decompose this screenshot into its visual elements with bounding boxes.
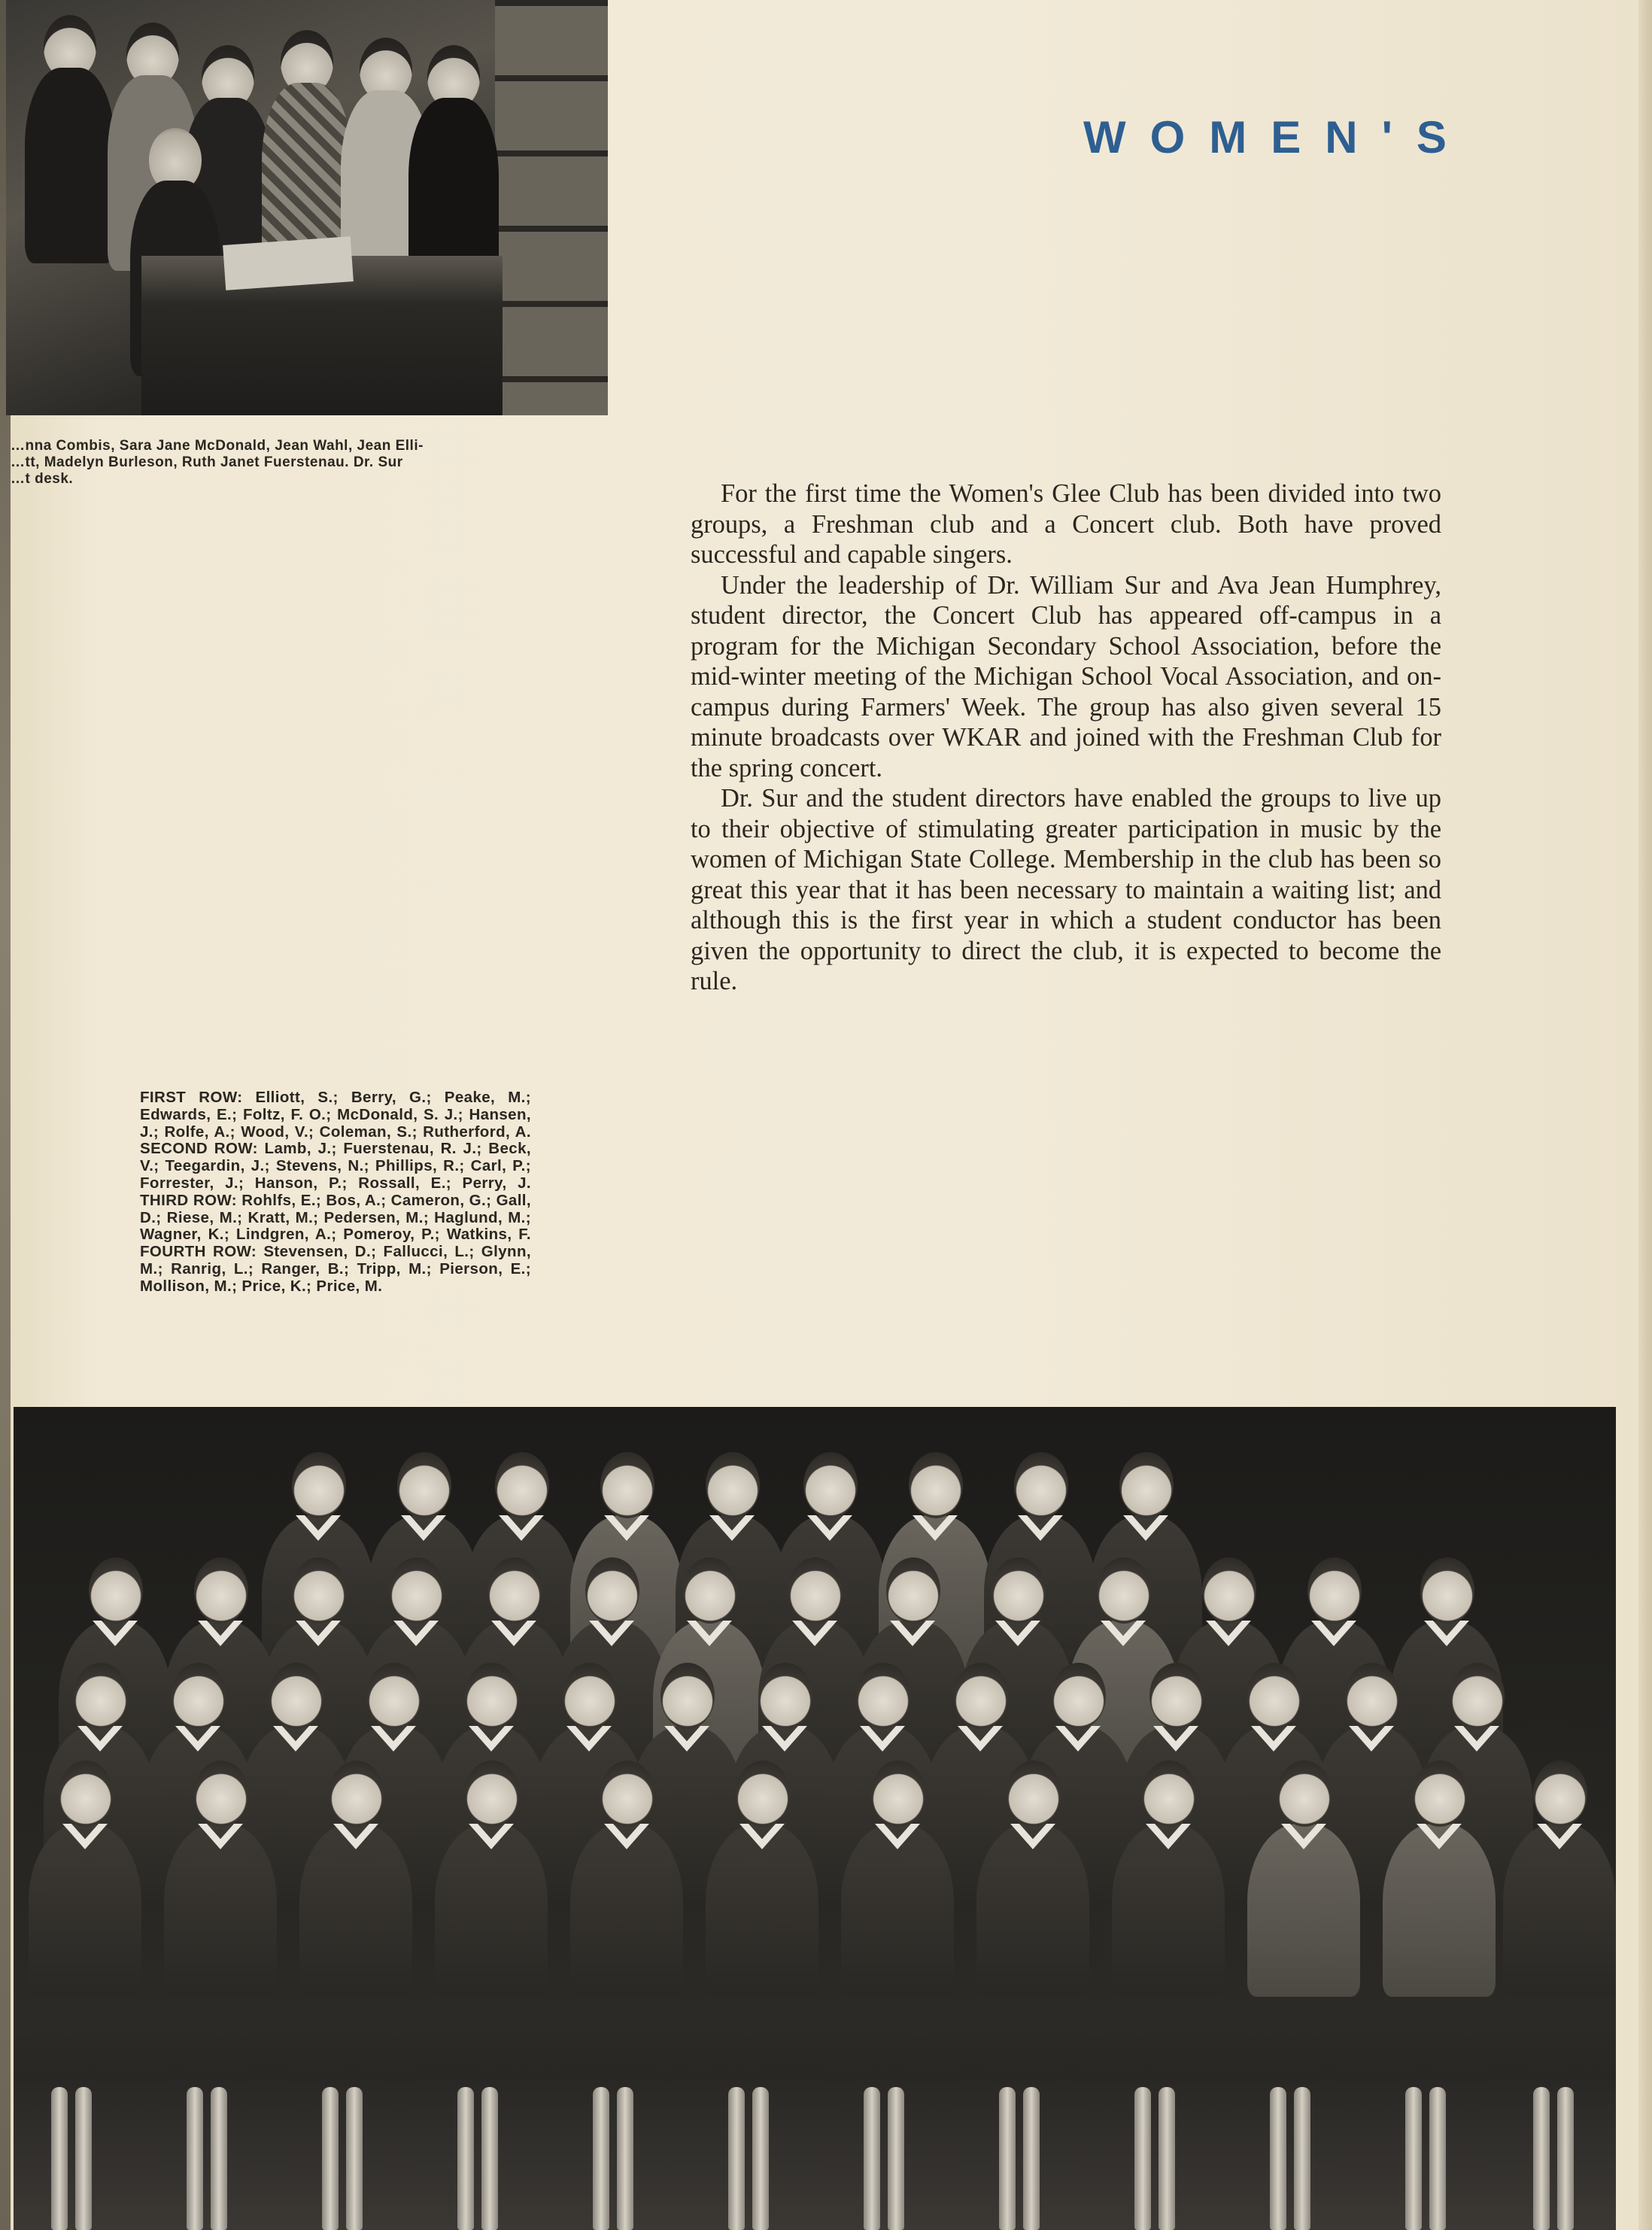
group-photo-floor bbox=[14, 2080, 1616, 2230]
group-photo-roster-caption: FIRST ROW: Elliott, S.; Berry, G.; Peake, M.; Edwards, E.; Foltz, F. O.; McDonald, S. J.; Hansen, J.; Rolfe, A.; Wood, V.; Coleman, S.; Rutherford, A. SECOND ROW: Lamb, J.; Fuerstenau, R. J.; Beck, V.; Teegardin, J.; Stevens, N.; Phillips, R.; Carl, P.; Forrester, J.; Hanson, P.; Rossall, E.; Perry, J. THIRD ROW: Rohlfs, E.; Bos, A.; Cameron, G.; Gall, D.; Riese, M.; Kratt, M.; Pedersen, M.; Haglund, M.; Wagner, K.; Lindgren, A.; Pomeroy, P.; Watkins, F. FOURTH ROW: Stevensen, D.; Fallucci, L.; Glynn, M.; Ranrig, L.; Ranger, B.; Tripp, M.; Pierson, E.; Mollison, M.; Price, K.; Price, M. bbox=[140, 1089, 531, 1295]
body-paragraph: Dr. Sur and the student directors have enabled the groups to live up to their objective of stimulating greater participation in music by the women of Michigan State College. Membership in the club has been so great this year that it has been necessary to maintain a waiting list; and although this is the first year in which a student conductor has been given the opportunity to direct the club, it is expected to become the rule. bbox=[691, 784, 1441, 995]
group-photo-legs bbox=[585, 2080, 641, 2230]
group-photo-member bbox=[570, 1761, 683, 1986]
group-photo-legs bbox=[856, 2080, 912, 2230]
group-photo-legs bbox=[721, 2080, 776, 2230]
group-photo-legs bbox=[179, 2080, 235, 2230]
top-photo-desk-scene bbox=[6, 0, 608, 415]
group-photo-member bbox=[435, 1761, 548, 1986]
group-photo-member bbox=[164, 1761, 277, 1986]
bookshelf bbox=[495, 0, 608, 415]
body-paragraph: For the first time the Women's Glee Club has been divided into two groups, a Freshman club and a Concert club. Both have proved successful and capable singers. bbox=[691, 479, 1441, 569]
desk-papers bbox=[223, 236, 354, 290]
group-photo-legs bbox=[1127, 2080, 1183, 2230]
group-photo-member bbox=[1383, 1761, 1496, 1986]
caption-line: …tt, Madelyn Burleson, Ruth Janet Fuerstenau. Dr. Sur bbox=[11, 454, 403, 470]
group-photo-member bbox=[706, 1761, 818, 1986]
group-photo-legs bbox=[1398, 2080, 1453, 2230]
article-body bbox=[691, 479, 1441, 997]
group-photo-member bbox=[1503, 1761, 1616, 1986]
group-photo-legs bbox=[1526, 2080, 1581, 2230]
group-photo-legs bbox=[314, 2080, 370, 2230]
group-photo-legs bbox=[1262, 2080, 1318, 2230]
caption-line: …nna Combis, Sara Jane McDonald, Jean Wahl, Jean Elli- bbox=[11, 438, 424, 454]
body-paragraph: Under the leadership of Dr. William Sur and Ava Jean Humphrey, student director, the Concert Club has appeared off-campus in a program for the Michigan Secondary School Association, before the mid-winter meeting of the Michigan School Vocal Association, and on-campus during Farmers' Week. The group has also given several 15 minute broadcasts over WKAR and joined with the Freshman Club for the spring concert. bbox=[691, 570, 1441, 782]
page-right-edge bbox=[1638, 0, 1652, 2230]
group-photo-member bbox=[29, 1761, 141, 1986]
group-photo-legs bbox=[992, 2080, 1047, 2230]
group-photo-legs bbox=[450, 2080, 506, 2230]
group-photo-legs bbox=[44, 2080, 99, 2230]
group-photo-member bbox=[976, 1761, 1089, 1986]
group-photo-member bbox=[299, 1761, 412, 1986]
page-title: WOMEN'S bbox=[1083, 112, 1471, 163]
group-photo-member bbox=[1247, 1761, 1360, 1986]
group-photo-glee-club bbox=[14, 1407, 1616, 2230]
group-photo-member bbox=[1112, 1761, 1225, 1986]
caption-line: …t desk. bbox=[11, 471, 74, 487]
group-photo-member bbox=[841, 1761, 954, 1986]
top-photo-caption bbox=[11, 438, 572, 488]
